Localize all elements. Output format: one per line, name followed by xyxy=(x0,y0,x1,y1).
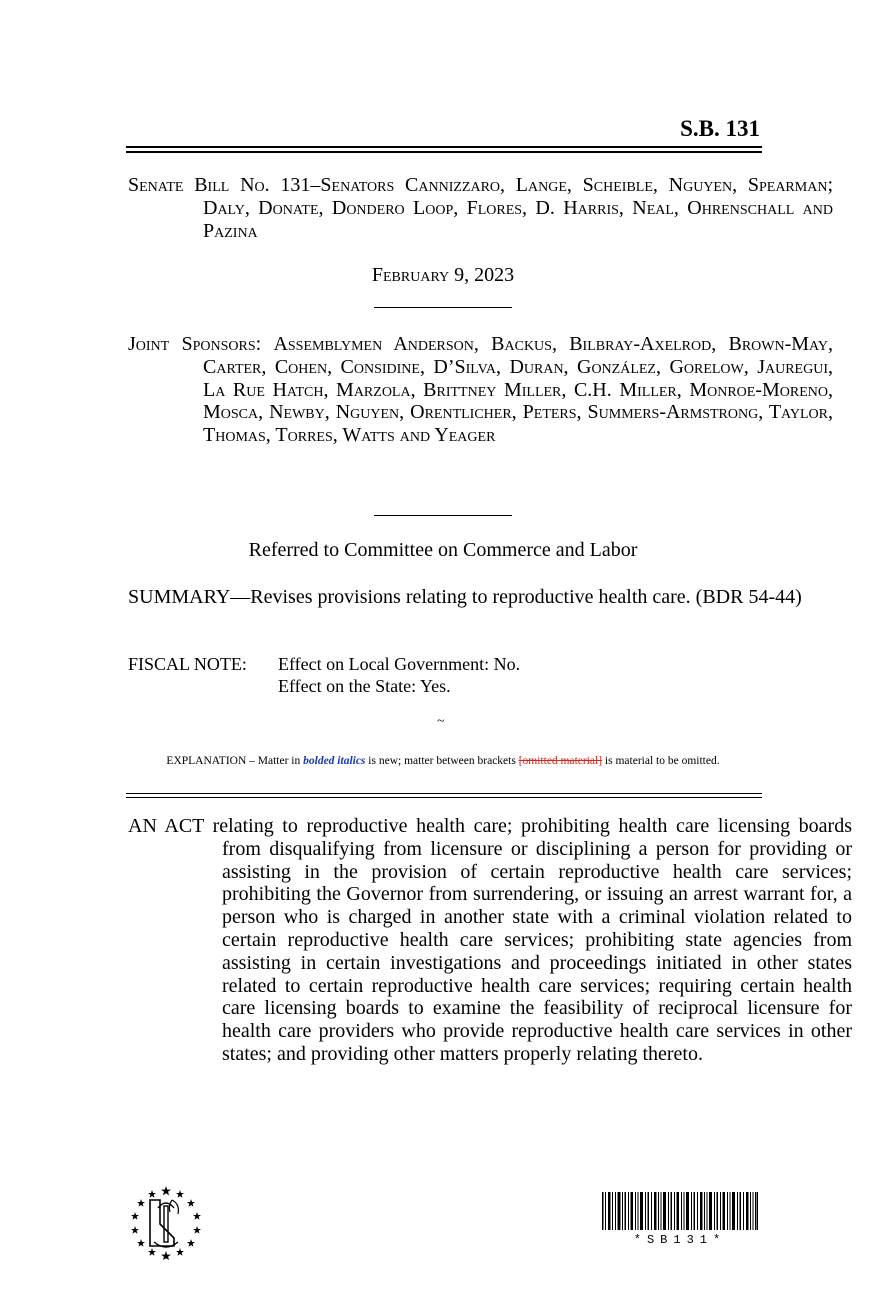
fiscal-note-label: FISCAL NOTE: xyxy=(128,654,247,674)
sponsor-list: –Senators Cannizzaro, Lange, Scheible, Nguyen, Spearman; Daly, Donate, Dondero Loop, Flores, D. Harris, Neal, Ohrenschall and Pazina xyxy=(203,174,833,242)
introduction-date: February 9, 2023 xyxy=(371,264,515,286)
senate-sponsors xyxy=(128,174,833,242)
explanation-text: is material to be omitted. xyxy=(602,755,720,767)
bill-summary xyxy=(128,586,882,609)
summary-label: SUMMARY— xyxy=(128,586,251,608)
joint-sponsors xyxy=(128,333,833,447)
barcode-icon xyxy=(602,1192,758,1230)
header-double-rule xyxy=(126,146,762,153)
nevada-seal-icon xyxy=(128,1184,204,1260)
act-title: AN ACT relating to reproductive health care; prohibiting health care licensing boards from disqualifying from licensure or disciplining a person for providing or assisting in the provision of certain reproductive health care services; prohibiting the Governor from surrendering, or issuing an arrest warrant for, a person who is charged in another state with a criminal violation related to certain reproductive health care services; prohibiting state agencies from assisting in certain investigations and proceedings initiated in other states related to certain reproductive health care services; requiring certain health care licensing boards to examine the feasibility of reciprocal licensure for health care providers who provide reproductive health care services in other states; and providing other matters properly relating thereto. xyxy=(128,815,852,1065)
divider xyxy=(374,307,512,308)
explanation-text: is new; matter between brackets xyxy=(365,755,519,767)
fiscal-state-effect: Effect on the State: Yes. xyxy=(278,676,451,696)
explanation-text: EXPLANATION – Matter in xyxy=(166,755,304,767)
bill-number: S.B. 131 xyxy=(680,116,760,141)
fiscal-note xyxy=(128,653,520,697)
new-matter-sample: bolded italics xyxy=(303,755,366,767)
committee-referral: Referred to Committee on Commerce and Labor xyxy=(248,539,638,561)
divider xyxy=(374,515,512,516)
tilde-mark: ~ xyxy=(437,714,445,729)
bill-title-prefix: Senate Bill No. 131 xyxy=(128,174,311,196)
omitted-matter-sample: [omitted material] xyxy=(518,755,603,767)
explanation-double-rule xyxy=(126,793,762,798)
summary-text: Revises provisions relating to reproductive health care. (BDR 54-44) xyxy=(250,586,802,608)
joint-sponsors-label: Joint Sponsors: xyxy=(128,333,262,355)
explanation-note xyxy=(128,755,758,767)
joint-sponsors-list: Assemblymen Anderson, Backus, Bilbray-Axelrod, Brown-May, Carter, Cohen, Considine, D’Silva, Duran, González, Gorelow, Jauregui, La Rue Hatch, Marzola, Brittney Miller, C.H. Miller, Monroe-Moreno, Mosca, Newby, Nguyen, Orentlicher, Peters, Summers-Armstrong, Taylor, Thomas, Torres, Watts and Yeager xyxy=(203,333,833,447)
barcode-label: *SB131* xyxy=(633,1233,727,1247)
fiscal-local-effect: Effect on Local Government: No. xyxy=(278,654,521,674)
